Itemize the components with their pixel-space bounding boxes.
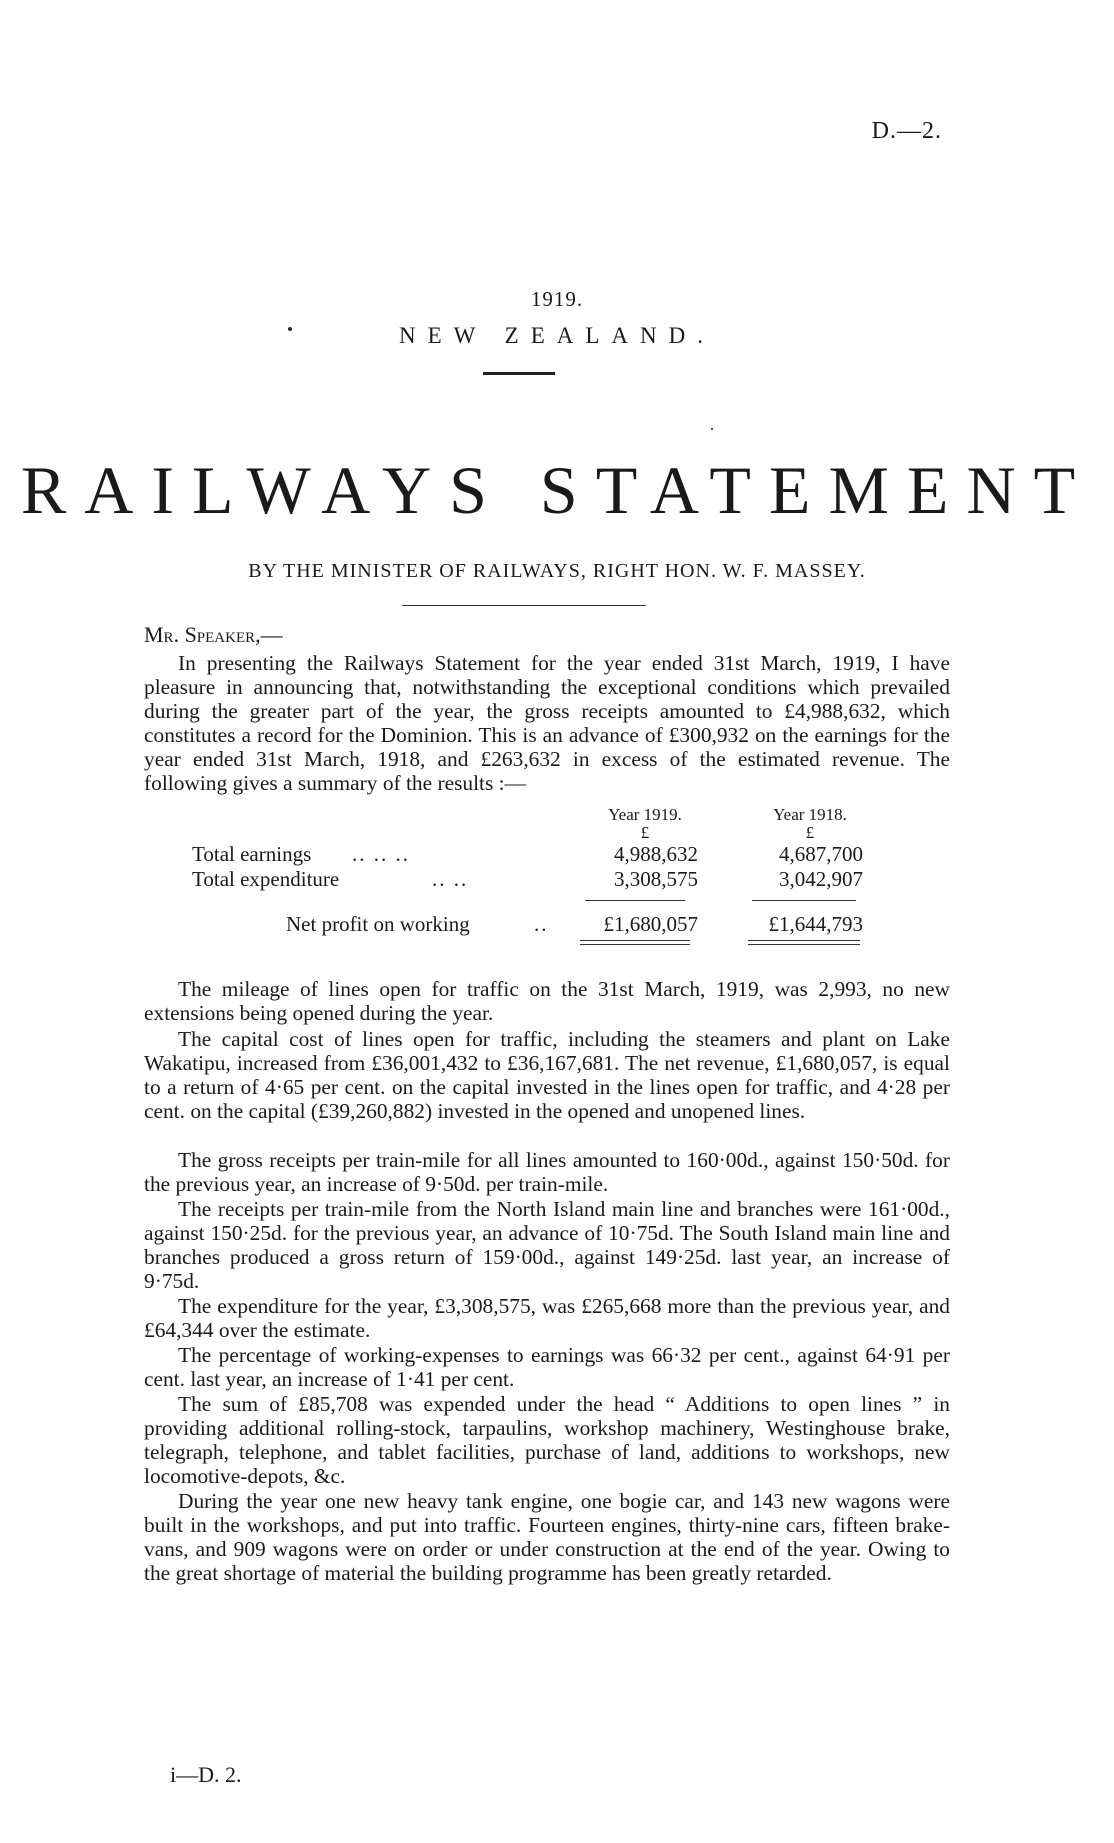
value-net-profit-1918: £1,644,793 bbox=[768, 912, 863, 936]
total-rule-1918 bbox=[748, 944, 860, 945]
value-earnings-1919: 4,988,632 bbox=[614, 842, 698, 866]
value-expenditure-1919: 3,308,575 bbox=[614, 867, 698, 891]
print-speck bbox=[711, 428, 713, 430]
country-heading: NEW ZEALAND. bbox=[398, 323, 716, 348]
heading-rule bbox=[483, 372, 555, 375]
row-label-net-profit: Net profit on working bbox=[286, 912, 470, 936]
total-rule-1919 bbox=[580, 944, 690, 945]
intro-paragraph: In presenting the Railways Statement for the year ended 31st March, 1919, I have pleasure in announcing that, notwithstanding the exceptional conditions which prevailed during the greater part of the year, the gross receipts amounted to £4,988,632, which constitutes a record for the Dominion. This is an advance of £300,932 on the earnings for the year ended 31st March, 1918, and £263,632 in excess of the estimated revenue. The following gives a summary of the results :— bbox=[144, 651, 950, 795]
leader-dots: .. bbox=[534, 912, 549, 936]
document-year: 1919. bbox=[530, 287, 584, 311]
body-paragraph: The sum of £85,708 was expended under the head “ Additions to open lines ” in providing additional rolling-stock, tarpaulins, workshop machinery, Westinghouse brake, telegraph, telephone, and tablet facilities, purchase of land, additions to workshops, new locomotive-depots, &c. bbox=[144, 1392, 950, 1488]
value-earnings-1918: 4,687,700 bbox=[779, 842, 863, 866]
body-paragraph: The capital cost of lines open for traffic, including the steamers and plant on Lake Wakatipu, increased from £36,001,432 to £36,167,681. The net revenue, £1,680,057, is equal to a return of 4·65 per cent. on the capital invested in the lines open for traffic, and 4·28 per cent. on the capital (£39,260,882) invested in the opened and unopened lines. bbox=[144, 1027, 950, 1123]
title-rule bbox=[402, 605, 646, 606]
leader-dots: .. .. .. bbox=[352, 842, 410, 866]
column-header-1918: Year 1918. bbox=[773, 805, 847, 824]
page-title: RAILWAYS STATEMENT bbox=[20, 452, 1094, 528]
currency-symbol-1918: £ bbox=[805, 823, 815, 842]
value-net-profit-1919: £1,680,057 bbox=[603, 912, 698, 936]
page-signature: i—D. 2. bbox=[170, 1762, 242, 1787]
salutation: Mr. Speaker,— bbox=[144, 622, 283, 647]
total-rule-1919 bbox=[580, 940, 690, 941]
value-expenditure-1918: 3,042,907 bbox=[779, 867, 863, 891]
body-paragraph: The receipts per train-mile from the North Island main line and branches were 161·00d., against 150·25d. for the previous year, an advance of 10·75d. The South Island main line and branches produced a gross return of 159·00d., against 149·25d. last year, an increase of 9·75d. bbox=[144, 1197, 950, 1293]
subtotal-rule-1918 bbox=[752, 900, 856, 901]
body-paragraph: During the year one new heavy tank engine, one bogie car, and 143 new wagons were built in the workshops, and put into traffic. Fourteen engines, thirty-nine cars, fifteen brake-vans, and 909 wagons were on order or under construction at the end of the year. Owing to the great shortage of material the building programme has been greatly retarded. bbox=[144, 1489, 950, 1585]
body-paragraph: The gross receipts per train-mile for all lines amounted to 160·00d., against 150·50d. for the previous year, an increase of 9·50d. per train-mile. bbox=[144, 1148, 950, 1196]
document-reference: D.—2. bbox=[871, 118, 942, 144]
subtotal-rule-1919 bbox=[585, 900, 685, 901]
row-label-earnings: Total earnings bbox=[192, 842, 312, 866]
row-label-expenditure: Total expenditure bbox=[192, 867, 340, 891]
column-header-1919: Year 1919. bbox=[608, 805, 682, 824]
body-paragraph: The mileage of lines open for traffic on the 31st March, 1919, was 2,993, no new extensions being opened during the year. bbox=[144, 977, 950, 1025]
currency-symbol-1919: £ bbox=[640, 823, 650, 842]
body-paragraph: The expenditure for the year, £3,308,575, was £265,668 more than the previous year, and £64,344 over the estimate. bbox=[144, 1294, 950, 1342]
total-rule-1918 bbox=[748, 940, 860, 941]
leader-dots: .. .. bbox=[432, 867, 469, 891]
page-subtitle: BY THE MINISTER OF RAILWAYS, RIGHT HON. W. F. MASSEY. bbox=[248, 560, 866, 582]
body-paragraph: The percentage of working-expenses to earnings was 66·32 per cent., against 64·91 per cent. last year, an increase of 1·41 per cent. bbox=[144, 1343, 950, 1391]
